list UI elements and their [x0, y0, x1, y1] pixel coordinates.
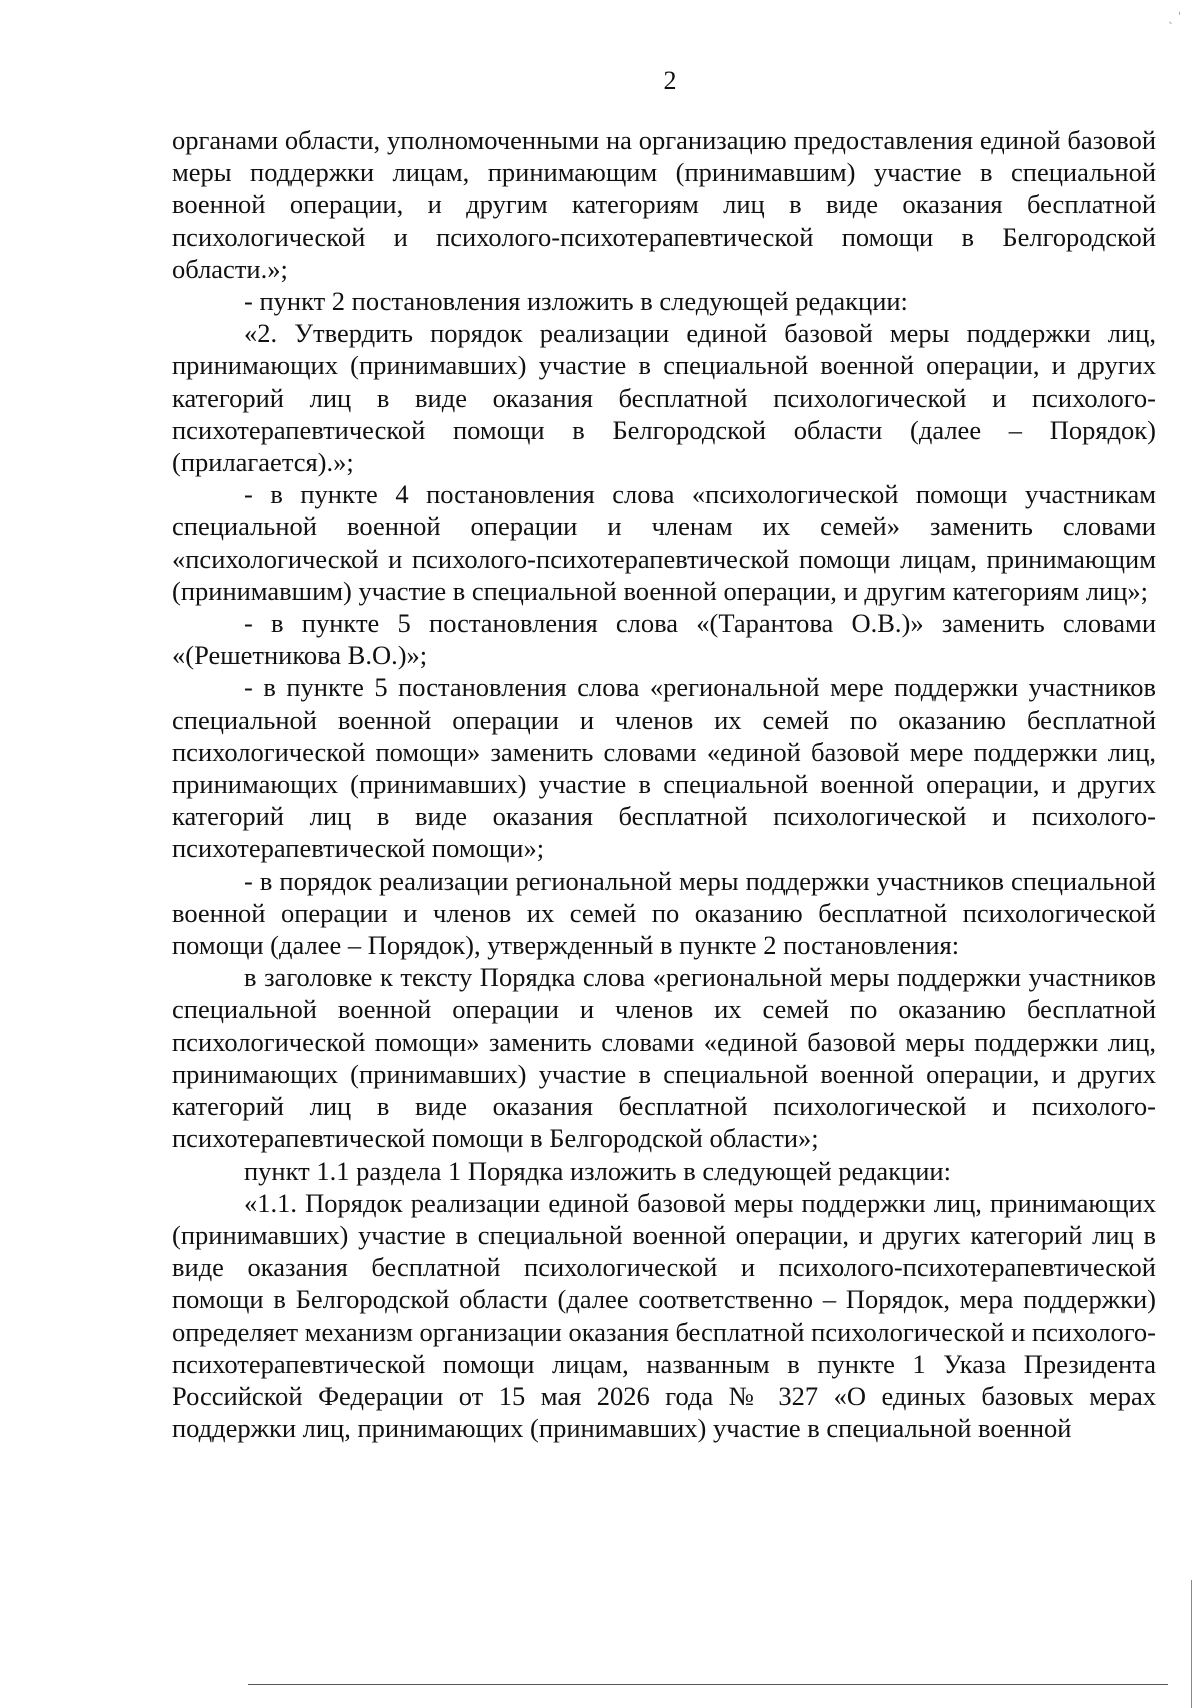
- scan-bottom-edge: [248, 1684, 1168, 1685]
- paragraph-procedure-title-change: в заголовке к тексту Порядка слова «региональной меры поддержки участников специальной военной операции и членов их семей по оказанию бесплатной психологической помощи» заменить словами «единой базовой меры поддержки лиц, принимающих (принимавших) участие в специальной военной операции, и других категорий лиц в виде оказания бесплатной психологической и психолого-психотерапевтической помощи в Белгородской области»;: [172, 962, 1156, 1154]
- paragraph-item-5-change-2: - в пункте 5 постановления слова «региональной мере поддержки участников специальной военной операции и членов их семей по оказанию бесплатной психологической помощи» заменить словами «единой базовой мере поддержки лиц, принимающих (принимавших) участие в специальной военной операции, и других категорий лиц в виде оказания бесплатной психологической и психолого-психотерапевтической помощи»;: [172, 672, 1156, 864]
- paragraph-item-2-text: «2. Утвердить порядок реализации единой базовой меры поддержки лиц, принимающих (принимавших) участие в специальной военной операции, и других категорий лиц в виде оказания бесплатной психологической и психолого-психотерапевтической помощи в Белгородской области (далее – Порядок) (прилагается).»;: [172, 318, 1156, 478]
- paragraph-item-5-change-1: - в пункте 5 постановления слова «(Тарантова О.В.)» заменить словами «(Решетникова В.О.)»;: [172, 608, 1156, 671]
- paragraph-item-2-heading: - пункт 2 постановления изложить в следующей редакции:: [244, 286, 908, 317]
- paragraph-item-4-change: - в пункте 4 постановления слова «психологической помощи участникам специальной военной операции и членам их семей» заменить словами «психологической и психолого-психотерапевтической помощи лицам, принимающим (принимавшим) участие в специальной военной операции, и другим категориям лиц»;: [172, 479, 1156, 606]
- scan-artifact-mark: ˎ ˈ: [1168, 10, 1182, 24]
- document-body: [172, 124, 1156, 1444]
- page-number: 2: [663, 66, 677, 95]
- scan-right-edge: [1191, 1580, 1192, 1708]
- paragraph-section-1-1-text: «1.1. Порядок реализации единой базовой меры поддержки лиц, принимающих (принимавших) участие в специальной военной операции, и других категорий лиц в виде оказания бесплатной психологической и психолого-психотерапевтической помощи в Белгородской области (далее соответственно – Порядок, мера поддержки) определяет механизм организации оказания бесплатной психологической и психолого-психотерапевтической помощи лицам, названным в пункте 1 Указа Президента Российской Федерации от 15 мая 2026 года № 327 «О единых базовых мерах поддержки лиц, принимающих (принимавших) участие в специальной военной: [172, 1187, 1156, 1444]
- paragraph-procedure-changes: - в порядок реализации региональной меры поддержки участников специальной военной операции и членов их семей по оказанию бесплатной психологической помощи (далее – Порядок), утвержденный в пункте 2 постановления:: [172, 865, 1156, 961]
- paragraph-continuation: органами области, уполномоченными на организацию предоставления единой базовой меры поддержки лицам, принимающим (принимавшим) участие в специальной военной операции, и другим категориям лиц в виде оказания бесплатной психологической и психолого-психотерапевтической помощи в Белгородской области.»;: [172, 125, 1156, 284]
- paragraph-section-1-1-heading: пункт 1.1 раздела 1 Порядка изложить в следующей редакции:: [244, 1155, 951, 1186]
